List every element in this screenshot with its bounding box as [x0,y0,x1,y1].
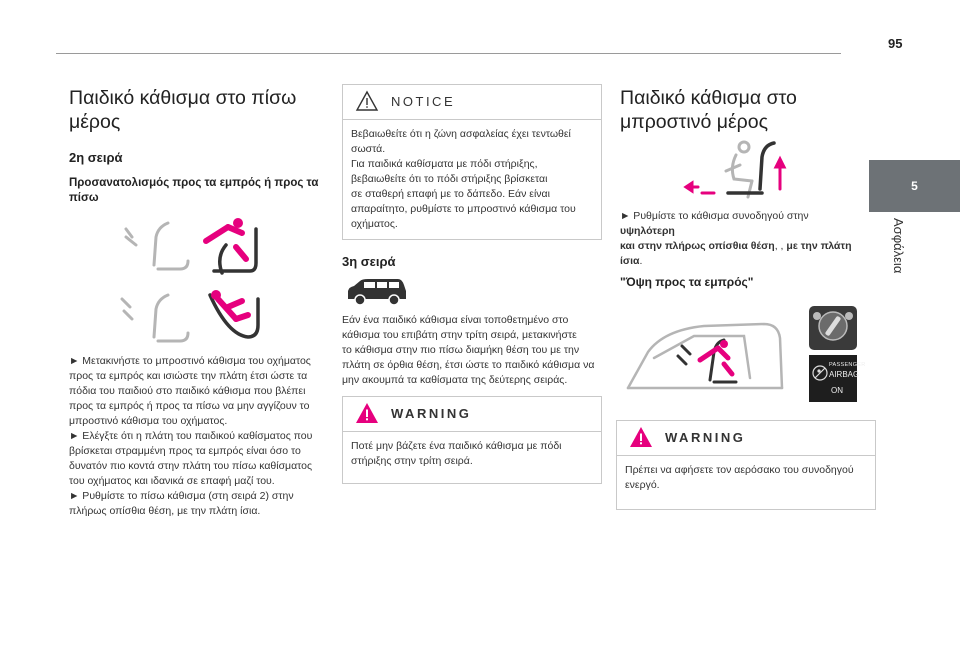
warning-box-row3 [342,396,602,484]
col1-bold-heading: Προσανατολισμός προς τα εμπρός ή προς τα πίσω [69,177,319,204]
airbag-switch-icon [809,306,857,350]
col2-paragraph: Εάν ένα παιδικό κάθισμα είναι τοποθετημένο στο κάθισμα του επιβάτη στην τρίτη σειρά, μετακινήστε το κάθισμα στην πιο πίσω διαμήκη θέση του με την πλάτη σε όρθια θέση, έτσι ώστε το παιδικό κάθισμα να μην ακουμπά τα καθίσματα της δεύτερης σειράς. [342,314,595,386]
chapter-tab[interactable]: 5 [869,160,960,212]
notice-title: NOTICE [391,94,456,109]
col3-subtitle: "Όψη προς τα εμπρός" [620,275,754,289]
forward-facing-seat-illustration [118,215,268,280]
child-seat-crossed-icon [812,365,828,381]
warning-triangle-icon [629,426,653,448]
front-seat-adjust-illustration [680,137,790,203]
col3-title: Παιδικό κάθισμα στο μπροστινό μέρος [620,87,797,133]
col1-title: Παιδικό κάθισμα στο πίσω μέρος [69,87,297,133]
warning-title: WARNING [665,430,746,445]
airbag-label-line1: PASSENGER [829,362,866,368]
airbag-label-line2: AIRBAG [829,370,860,379]
notice-text: Βεβαιωθείτε ότι η ζώνη ασφαλείας έχει τεντωθεί σωστά. Για παιδικά καθίσματα με πόδι στήριξης, βεβαιωθείτε ότι το πόδι στήριξης βρίσκεται σε σταθερή επαφή με το δάπεδο. Εάν είναι απαραίτητο, ρυθμίστε το μπροστινό κάθισμα του οχήματος. [351,128,576,230]
col1-paragraph: ► Μετακινήστε το μπροστινό κάθισμα του οχήματος προς τα εμπρός και ισιώστε την πλάτη έτσι ώστε τα πόδια του παιδιού στο παιδικό κάθισμα που βλέπει προς τα εμπρός ή προς τα πίσω να μην αγγίζουν το μπροστινό κάθισμα του οχήματος. ► Ελέγξτε ότι η πλάτη του παιδικού καθίσματος που βρίσκεται στραμμένη προς τα εμπρός είναι όσο το δυνατόν πιο κοντά στην πλάτη του πίσω καθίσματος του οχήματος και ιδανικά σε επαφή μαζί του. ► Ρυθμίστε το πίσω κάθισμα (στη σειρά 2) στην πλήρως οπίσθια θέση, με την πλάτη ίσια. [69,355,313,517]
car-icon [346,277,408,307]
chapter-label: Ασφάλεια [891,218,906,274]
col1-subtitle: 2η σειρά [69,150,123,165]
col3-paragraph: ► Ρυθμίστε το κάθισμα συνοδηγού στην υψηλότερη και στην πλήρως οπίσθια θέση, , με την πλάτη ίσια. [620,210,852,267]
warning-title: WARNING [391,406,472,421]
header-rule [56,53,841,54]
passenger-airbag-indicator [809,355,866,402]
airbag-label-line3: ON [831,386,843,395]
warning-text: Ποτέ μην βάζετε ένα παιδικό κάθισμα με πόδι στήριξης στην τρίτη σειρά. [351,440,562,467]
car-interior-illustration [624,318,784,396]
warning-box-airbag [616,420,876,510]
page-number: 95 [888,36,903,51]
col2-subtitle: 3η σειρά [342,254,396,269]
notice-box [342,84,602,240]
notice-triangle-icon [355,90,379,112]
warning-triangle-icon [355,402,379,424]
rear-facing-seat-illustration [118,285,268,350]
warning-text: Πρέπει να αφήσετε τον αερόσακο του συνοδηγού ενεργό. [625,464,854,491]
